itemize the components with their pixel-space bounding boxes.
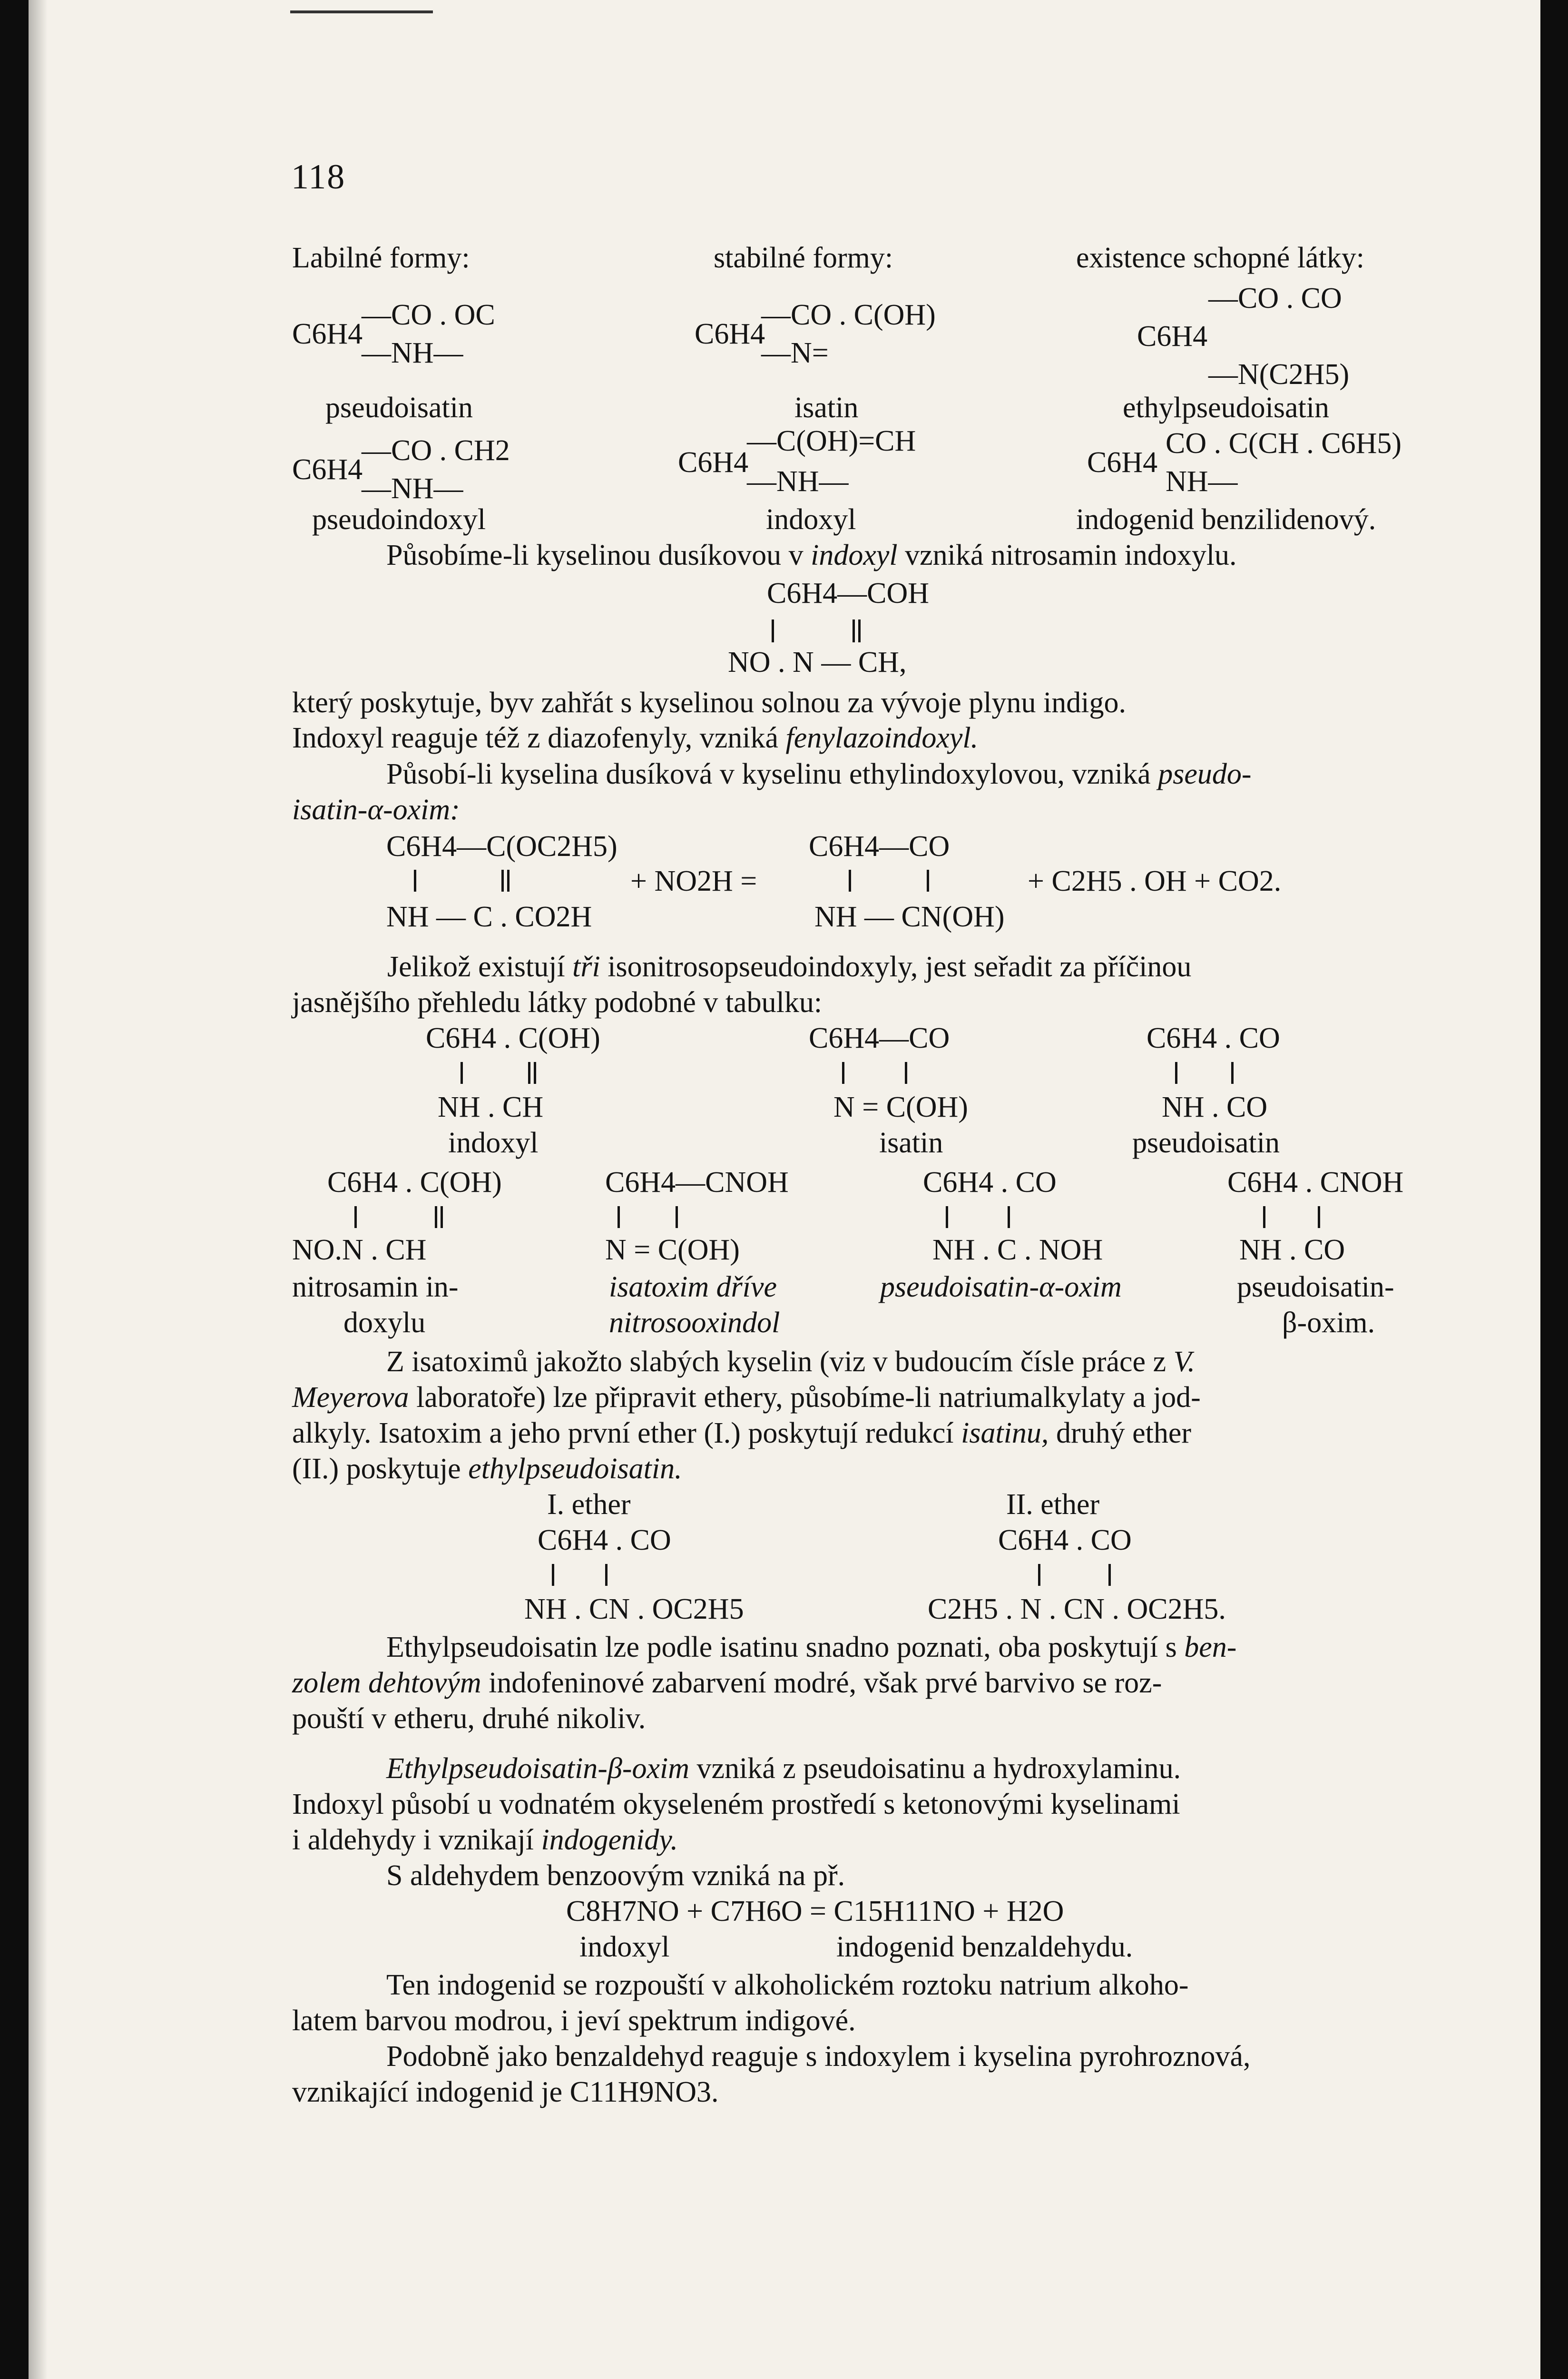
t2-pseudoisatin-alpha-name: pseudoisatin-α-oxim — [880, 1271, 1122, 1303]
paragraph-ethylpseudoisatin-line3: pouští v etheru, druhé nikoliv. — [292, 1702, 646, 1735]
t2-bond — [461, 1062, 463, 1084]
ether2-label: II. ether — [1006, 1488, 1100, 1521]
t2-bond — [528, 1062, 530, 1084]
scan-edge-left — [0, 0, 29, 2379]
t2-pseudoisatin-alpha-top: C6H4 . CO — [923, 1166, 1057, 1199]
paragraph-indigo: který poskytuje, byv zahřát s kyselinou solnou za vývoje plynu indigo. Indoxyl reaguje též z diazofenyly, vzniká fenylazoindoxyl. — [292, 687, 1126, 754]
eq1-plus-nitrous: + NO2H = — [630, 865, 757, 897]
formula-ethylpseudoisatin-bottom: —N(C2H5) — [1208, 358, 1350, 391]
formula-pseudoindoxyl-prefix: C6H4 — [292, 453, 363, 486]
t2-nitrosamin-name1: nitrosamin in- — [292, 1271, 459, 1303]
header-stable: stabilné formy: — [714, 242, 893, 274]
formula-nitrosamin-top: C6H4—COH — [767, 577, 930, 609]
eq1-left-bottom: NH — C . CO2H — [386, 901, 592, 933]
ether2-top: C6H4 . CO — [998, 1524, 1132, 1556]
t2-indoxyl-top: C6H4 . C(OH) — [426, 1022, 600, 1054]
t2-bond — [617, 1206, 620, 1228]
t2-bond — [946, 1206, 948, 1228]
ether-bond — [1038, 1564, 1040, 1586]
t2-bond — [435, 1206, 437, 1228]
paragraph-isatoxim-line4: (II.) poskytuje ethylpseudoisatin. — [292, 1453, 682, 1485]
eq1-bond-d1 — [501, 870, 504, 892]
paragraph-ethylindoxyl-line1: Působí-li kyselina dusíková v kyselinu ethylindoxylovou, vzniká pseudo- — [386, 758, 1252, 790]
formula-pseudoindoxyl-top: —CO . CH2 — [362, 434, 510, 467]
t2-pseudoisatin-alpha-bottom: NH . C . NOH — [932, 1234, 1103, 1266]
t2-isatoxim-name2: nitrosooxindol — [609, 1307, 780, 1339]
ether-bond — [605, 1564, 608, 1586]
name-pseudoisatin: pseudoisatin — [325, 392, 473, 424]
eq2-formula: C8H7NO + C7H6O = C15H11NO + H2O — [566, 1895, 1064, 1927]
top-mark — [290, 0, 433, 13]
t2-bond — [842, 1062, 844, 1084]
ether1-top: C6H4 . CO — [538, 1524, 671, 1556]
formula-pseudoindoxyl-bottom: —NH— — [362, 472, 463, 505]
name-ethylpseudoisatin: ethylpseudoisatin — [1123, 392, 1329, 424]
paragraph-oxim-line3: i aldehydy i vznikají indogenidy. — [292, 1824, 678, 1856]
t2-pseudoisatin-beta-name2: β-oxim. — [1282, 1307, 1375, 1339]
page-number: 118 — [291, 157, 346, 197]
formula-indogenid-bottom: NH— — [1166, 465, 1238, 498]
formula-isatin-top: —CO . C(OH) — [761, 299, 936, 331]
eq1-left-top: C6H4—C(OC2H5) — [386, 830, 617, 863]
t2-bond — [534, 1062, 536, 1084]
header-labile: Labilné formy: — [292, 242, 470, 274]
eq2-label-indogenid: indogenid benzaldehydu. — [836, 1931, 1133, 1963]
paragraph-pyrohroznova-line1: Podobně jako benzaldehyd reaguje s indoxylem i kyselina pyrohroznová, — [386, 2040, 1251, 2073]
formula-isatin-bottom: —N= — [761, 337, 829, 369]
eq1-bond-d2 — [507, 870, 510, 892]
formula-indoxyl-top: —C(OH)=CH — [747, 425, 916, 457]
bond-single — [772, 619, 774, 642]
paragraph-oxim-line2: Indoxyl působí u vodnatém okyseleném prostředí s ketonovými kyselinami — [292, 1788, 1180, 1820]
t2-nitrosamin-name2: doxylu — [343, 1307, 426, 1339]
t2-nitrosamin-bottom: NO.N . CH — [292, 1234, 427, 1266]
t2-indoxyl-bottom: NH . CH — [438, 1091, 544, 1123]
ether-bond — [1108, 1564, 1111, 1586]
header-existence: existence schopné látky: — [1076, 242, 1365, 274]
t2-pseudoisatin-beta-bottom: NH . CO — [1239, 1234, 1345, 1266]
paragraph-indogenid-line1: Ten indogenid se rozpouští v alkoholickém roztoku natrium alkoho- — [386, 1969, 1189, 2001]
t2-bond — [1318, 1206, 1320, 1228]
t2-isatin-top: C6H4—CO — [809, 1022, 950, 1054]
t2-isatoxim-bottom: N = C(OH) — [605, 1234, 740, 1266]
t2-bond — [676, 1206, 678, 1228]
t2-bond — [1008, 1206, 1010, 1228]
ether1-bottom: NH . CN . OC2H5 — [524, 1593, 744, 1625]
name-pseudoindoxyl: pseudoindoxyl — [312, 503, 486, 536]
formula-pseudoisatin-bottom: —NH— — [362, 337, 463, 369]
name-indoxyl: indoxyl — [766, 503, 856, 536]
t2-nitrosamin-top: C6H4 . C(OH) — [327, 1166, 502, 1199]
paragraph-indogenid-line2: latem barvou modrou, i jeví spektrum indigové. — [292, 2005, 856, 2037]
paragraph-ethylindoxyl-line2: isatin-α-oxim: — [292, 794, 460, 826]
paragraph-pyrohroznova-line2: vznikající indogenid je C11H9NO3. — [292, 2076, 719, 2108]
t2-bond — [1175, 1062, 1177, 1084]
scan-shadow — [29, 0, 48, 2379]
ether1-label: I. ether — [547, 1488, 631, 1521]
bond-double-a — [853, 619, 855, 642]
paragraph-nitrosamin-intro: Působíme-li kyselinou dusíkovou v indoxyl vzniká nitrosamin indoxylu. — [386, 539, 1237, 571]
paragraph-isatoxim-line1: Z isatoximů jakožto slabých kyselin (viz v budoucím čísle práce z V. — [386, 1346, 1195, 1378]
paragraph-isatoxim-line3: alkyly. Isatoxim a jeho první ether (I.) poskytují redukcí isatinu, druhý ether — [292, 1417, 1191, 1449]
paragraph-isatoxim-line2: Meyerova laboratoře) lze připravit ethery, působíme-li natriumalkylaty a jod- — [292, 1381, 1201, 1414]
t2-isatin-bottom: N = C(OH) — [833, 1091, 968, 1123]
formula-indogenid-prefix: C6H4 — [1087, 446, 1158, 479]
t2-bond — [354, 1206, 357, 1228]
formula-indoxyl-prefix: C6H4 — [678, 446, 749, 479]
paragraph-isonitroso-line2: jasnějšího přehledu látky podobné v tabulku: — [292, 986, 823, 1019]
formula-pseudoisatin-prefix: C6H4 — [292, 318, 363, 350]
t2-indoxyl-name: indoxyl — [448, 1127, 539, 1159]
scan-edge-right — [1540, 0, 1568, 2379]
paragraph-oxim-line1: Ethylpseudoisatin-β-oxim vzniká z pseudoisatinu a hydroxylaminu. — [386, 1752, 1181, 1785]
formula-nitrosamin-bottom: NO . N — CH, — [728, 646, 907, 678]
formula-isatin-prefix: C6H4 — [695, 318, 765, 350]
t2-pseudoisatin-top: C6H4 . CO — [1147, 1022, 1280, 1054]
ether2-bottom: C2H5 . N . CN . OC2H5. — [928, 1593, 1226, 1625]
t2-bond — [441, 1206, 443, 1228]
t2-bond — [1231, 1062, 1234, 1084]
formula-indoxyl-bottom: —NH— — [747, 465, 849, 498]
t2-bond — [905, 1062, 907, 1084]
eq1-mid-bottom: NH — CN(OH) — [814, 901, 1005, 933]
paragraph-benzaldehyd: S aldehydem benzoovým vzniká na př. — [386, 1859, 845, 1892]
formula-indogenid-top: CO . C(CH . C6H5) — [1166, 427, 1402, 460]
formula-ethylpseudoisatin-prefix: C6H4 — [1137, 320, 1208, 353]
t2-pseudoisatin-name: pseudoisatin — [1132, 1127, 1280, 1159]
t2-pseudoisatin-beta-top: C6H4 . CNOH — [1227, 1166, 1404, 1199]
paragraph-isonitroso: Jelikož existují tři isonitrosopseudoindoxyly, jest seřadit za příčinou — [387, 951, 1192, 983]
t2-pseudoisatin-beta-name1: pseudoisatin- — [1237, 1271, 1394, 1303]
ether-bond — [552, 1564, 554, 1586]
name-indogenid-benzilidenovy: indogenid benzilidenový. — [1076, 503, 1376, 536]
eq1-bond — [414, 870, 416, 892]
t2-pseudoisatin-bottom: NH . CO — [1162, 1091, 1268, 1123]
t2-isatin-name: isatin — [879, 1127, 943, 1159]
eq1-mid-top: C6H4—CO — [809, 830, 950, 863]
paragraph-ethylpseudoisatin-line1: Ethylpseudoisatin lze podle isatinu snadno poznati, oba poskytují s ben- — [386, 1631, 1237, 1663]
eq1-right: + C2H5 . OH + CO2. — [1028, 865, 1282, 897]
bond-double-b — [858, 619, 861, 642]
t2-isatoxim-name1: isatoxim dříve — [609, 1271, 777, 1303]
eq1-mid-bond1 — [849, 870, 851, 892]
t2-isatoxim-top: C6H4—CNOH — [605, 1166, 789, 1199]
t2-bond — [1263, 1206, 1265, 1228]
formula-ethylpseudoisatin-top: —CO . CO — [1208, 282, 1342, 315]
eq1-mid-bond2 — [927, 870, 929, 892]
formula-pseudoisatin-top: —CO . OC — [362, 299, 495, 331]
paragraph-ethylpseudoisatin-line2: zolem dehtovým indofeninové zabarvení modré, však prvé barvivo se roz- — [292, 1667, 1162, 1699]
name-isatin: isatin — [794, 392, 859, 424]
eq2-label-indoxyl: indoxyl — [579, 1931, 670, 1963]
